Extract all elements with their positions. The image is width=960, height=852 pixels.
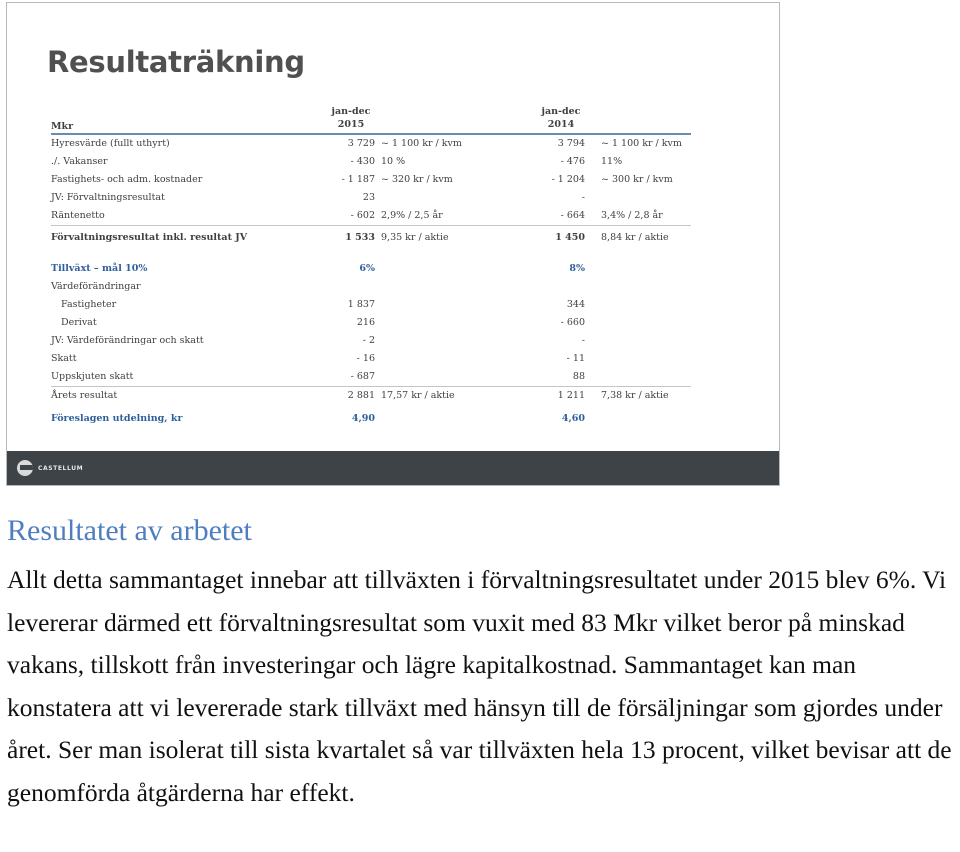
logo-text: CASTELLUM	[38, 464, 84, 472]
table-row	[51, 189, 691, 207]
row-label: Derivat	[61, 317, 97, 328]
value-2015: 4,90	[351, 413, 375, 424]
section-heading: Resultatet av arbetet	[7, 514, 252, 547]
note-2014: 3,4% / 2,8 år	[601, 210, 663, 221]
value-2014: 8%	[569, 263, 585, 274]
note-2014: ~ 1 100 kr / kvm	[601, 138, 682, 149]
row-label: Uppskjuten skatt	[51, 371, 134, 382]
note-2015: ~ 320 kr / kvm	[381, 174, 453, 185]
table-row	[51, 207, 691, 225]
note-2014: 7,38 kr / aktie	[601, 390, 669, 401]
value-2014: 344	[566, 299, 585, 310]
table-row	[51, 278, 691, 296]
value-2015: 2 881	[347, 390, 375, 401]
note-2014: ~ 300 kr / kvm	[601, 174, 673, 185]
value-2014: - 660	[560, 317, 585, 328]
row-label: Värdeförändringar	[51, 281, 141, 292]
row-label: JV: Förvaltningsresultat	[51, 192, 165, 203]
value-2015: - 1 187	[341, 174, 375, 185]
note-2014: 11%	[601, 156, 623, 167]
row-label: Förvaltningsresultat inkl. resultat JV	[51, 232, 248, 243]
value-2014: -	[581, 335, 585, 346]
unit-label: Mkr	[51, 121, 74, 132]
table-row-growth	[51, 260, 691, 278]
table-row	[51, 153, 691, 171]
value-2014: - 476	[560, 156, 585, 167]
income-statement-table	[51, 105, 691, 431]
value-2014: 1 211	[557, 390, 585, 401]
row-label: JV: Värdeförändringar och skatt	[51, 335, 204, 346]
value-2014: 4,60	[561, 413, 585, 424]
table-row-dividend	[51, 405, 691, 431]
column-2014-header: jan-dec 2014	[541, 106, 581, 130]
table-header	[51, 105, 691, 135]
value-2015: - 2	[362, 335, 375, 346]
table-row-total	[51, 225, 691, 250]
table-row	[51, 314, 691, 332]
row-label: Fastigheter	[61, 299, 117, 310]
row-label: Hyresvärde (fullt uthyrt)	[51, 138, 170, 149]
value-2014: 1 450	[555, 232, 585, 243]
castellum-logo	[17, 460, 83, 476]
value-2015: - 687	[350, 371, 375, 382]
slide-title: Resultaträkning	[47, 45, 305, 79]
table-row	[51, 332, 691, 350]
row-label: Årets resultat	[51, 390, 118, 401]
row-label: Skatt	[51, 353, 77, 364]
note-2015: 9,35 kr / aktie	[381, 232, 449, 243]
value-2015: 216	[356, 317, 375, 328]
table-row	[51, 350, 691, 368]
row-label: Räntenetto	[51, 210, 105, 221]
value-2015: 1 533	[345, 232, 375, 243]
value-2015: - 430	[350, 156, 375, 167]
value-2014: -	[581, 192, 585, 203]
note-2015: 2,9% / 2,5 år	[381, 210, 443, 221]
table-row	[51, 296, 691, 314]
table-row	[51, 368, 691, 386]
value-2015: 1 837	[347, 299, 375, 310]
value-2015: 3 729	[347, 138, 375, 149]
logo-icon	[17, 460, 33, 476]
value-2014: 3 794	[557, 138, 585, 149]
note-2015: 10 %	[381, 156, 406, 167]
row-label: Fastighets- och adm. kostnader	[51, 174, 203, 185]
value-2014: - 664	[560, 210, 585, 221]
value-2015: 23	[362, 192, 375, 203]
column-2015-header: jan-dec 2015	[331, 106, 371, 130]
row-label: ./. Vakanser	[51, 156, 108, 167]
note-2014: 8,84 kr / aktie	[601, 232, 669, 243]
table-row	[51, 171, 691, 189]
row-label: Föreslagen utdelning, kr	[51, 413, 183, 424]
value-2015: 6%	[359, 263, 375, 274]
row-label: Tillväxt – mål 10%	[51, 263, 148, 274]
body-paragraph: Allt detta sammantaget innebar att tillväxten i förvaltningsresultatet under 2015 blev 6%. Vi levererar därmed ett förvaltningsresultat som vuxit med 83 Mkr vilket beror på minskad vakans, tillskott från investeringar och lägre kapitalkostnad. Sammantaget kan man konstatera att vi levererade stark tillväxt med hänsyn till de försäljningar som gjordes under året. Ser man isolerat till sista kvartalet så var tillväxten hela 13 procent, vilket bevisar att de genomförda åtgärderna har effekt.	[7, 565, 952, 807]
value-2014: 88	[572, 371, 585, 382]
results-slide	[6, 2, 780, 486]
value-2015: - 16	[356, 353, 375, 364]
table-row-net-result	[51, 386, 691, 405]
slide-footer	[7, 451, 779, 485]
note-2015: 17,57 kr / aktie	[381, 390, 455, 401]
note-2015: ~ 1 100 kr / kvm	[381, 138, 462, 149]
value-2014: - 11	[566, 353, 585, 364]
value-2014: - 1 204	[551, 174, 585, 185]
table-row	[51, 135, 691, 153]
value-2015: - 602	[350, 210, 375, 221]
